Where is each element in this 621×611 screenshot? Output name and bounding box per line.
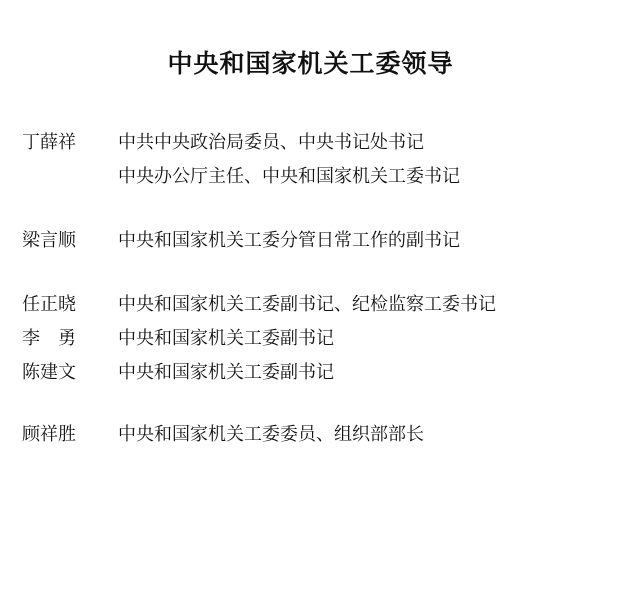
list-item [22, 418, 605, 452]
title-line: 中共中央政治局委员、中央书记处书记 [118, 132, 424, 153]
title-line: 中央办公厅主任、中央和国家机关工委书记 [118, 166, 460, 187]
person-titles [118, 356, 605, 390]
person-name: 顾祥胜 [22, 424, 76, 445]
title-line: 中央和国家机关工委副书记 [118, 328, 334, 349]
document-page [0, 44, 621, 611]
list-item [22, 224, 605, 258]
person-name: 任正晓 [22, 294, 76, 315]
person-titles [118, 322, 605, 356]
title-line: 中央和国家机关工委副书记 [118, 362, 334, 383]
leadership-list [0, 126, 621, 452]
spacer [22, 390, 605, 418]
list-item [22, 126, 605, 194]
title-line: 中央和国家机关工委委员、组织部部长 [118, 424, 424, 445]
spacer [22, 194, 605, 224]
person-titles [118, 224, 605, 258]
person-name: 梁言顺 [22, 230, 76, 251]
list-item [22, 288, 605, 322]
person-name: 陈建文 [22, 362, 76, 383]
title-line: 中央和国家机关工委分管日常工作的副书记 [118, 230, 460, 251]
person-name: 丁薛祥 [22, 132, 76, 153]
person-name: 李 勇 [22, 328, 76, 349]
person-titles [118, 126, 605, 194]
list-item [22, 322, 605, 356]
title-line: 中央和国家机关工委副书记、纪检监察工委书记 [118, 294, 496, 315]
person-titles [118, 418, 605, 452]
page-title: 中央和国家机关工委领导 [167, 49, 454, 78]
spacer [22, 258, 605, 288]
person-titles [118, 288, 605, 322]
list-item [22, 356, 605, 390]
